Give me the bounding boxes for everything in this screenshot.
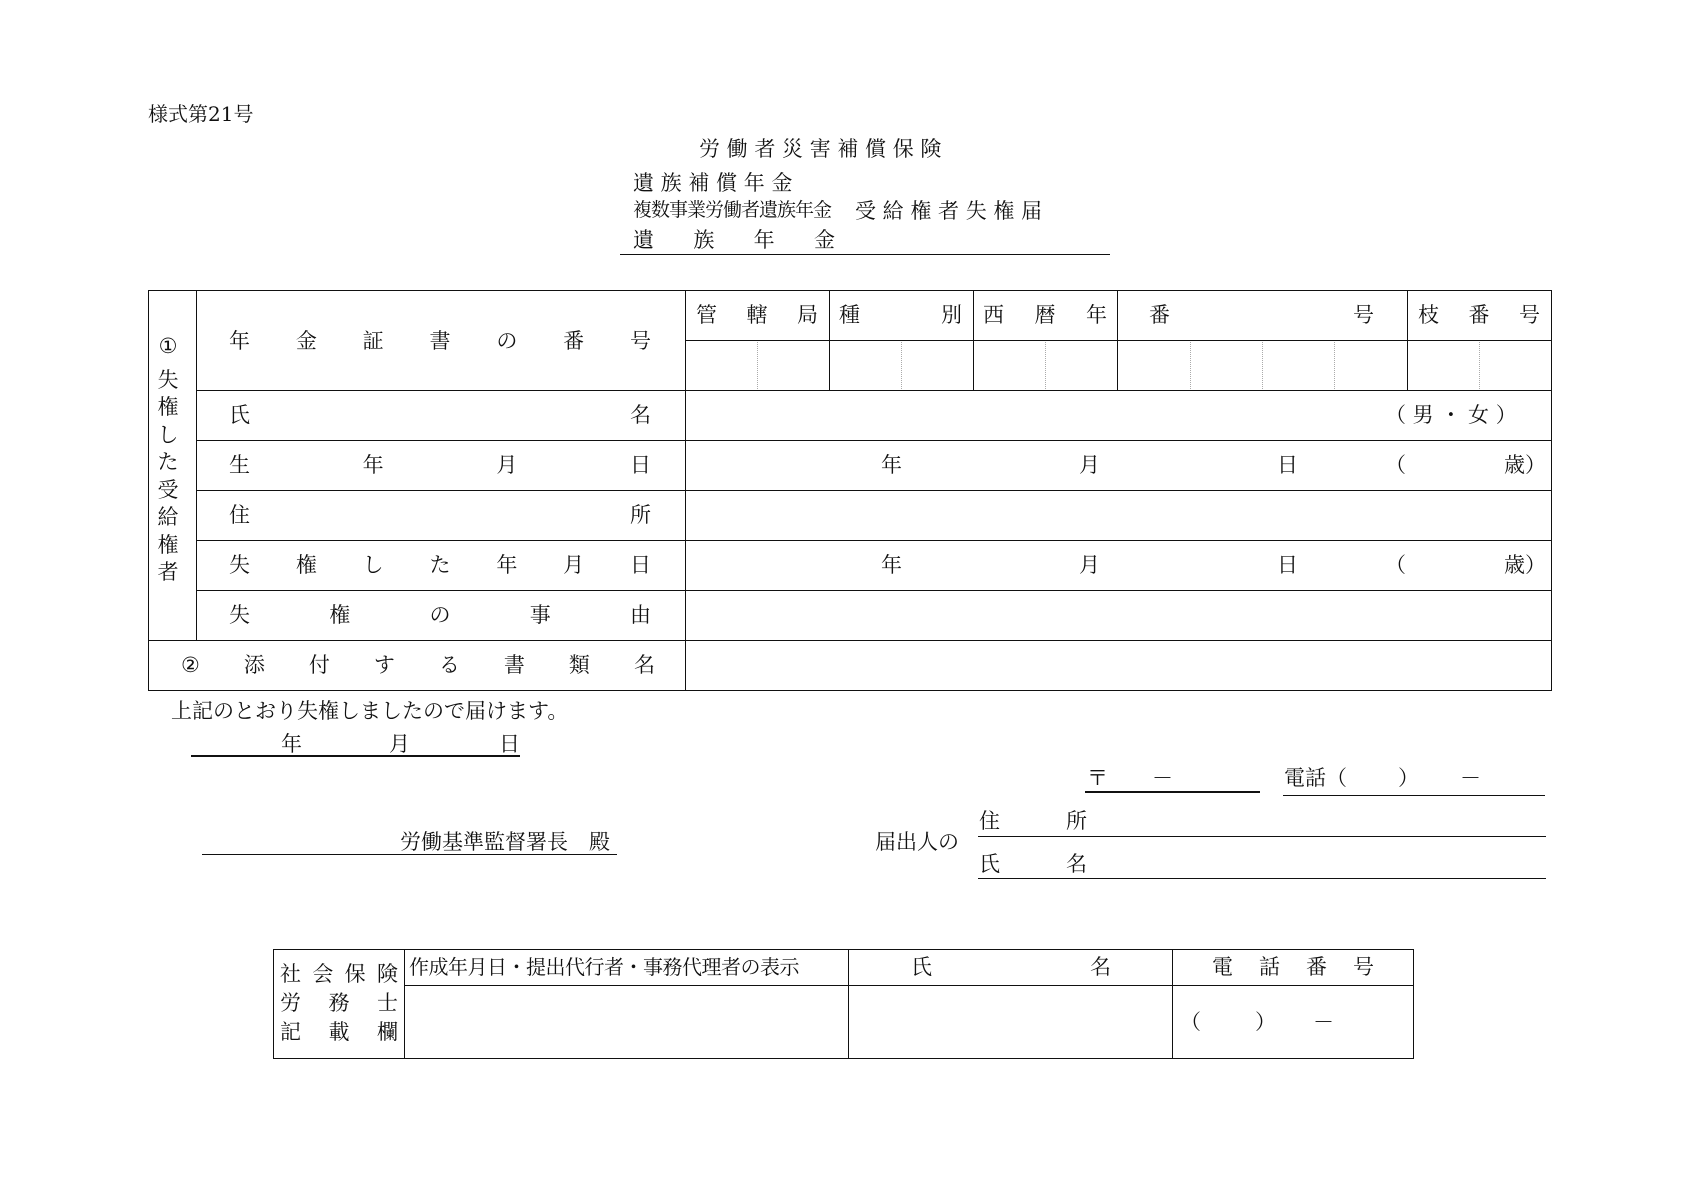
sharoushi-col1-header: 作成年月日・提出代行者・事務代理者の表示: [409, 955, 799, 979]
addressee-underline: [202, 854, 617, 855]
digit-separator: [757, 342, 758, 389]
postal-dash: －: [1152, 766, 1173, 790]
lost-age-unit: 歳）: [1504, 553, 1546, 577]
digit-separator: [1479, 342, 1480, 389]
notifier-name-line: [978, 878, 1546, 879]
postal-underline: [1085, 791, 1260, 793]
side-column-rule: [196, 290, 197, 640]
birth-age-unit: 歳）: [1504, 453, 1546, 477]
row-rule: [196, 490, 1552, 491]
lost-month-unit: 月: [1079, 553, 1100, 577]
row-rule: [196, 440, 1552, 441]
submit-year-unit: 年: [281, 732, 302, 756]
title-line-3b: 受 給 権 者 失 権 届: [855, 199, 1043, 223]
cert-header-bureau: 管 轄 局: [696, 303, 818, 327]
sharoushi-col-rule: [404, 949, 405, 1059]
addressee: 労働基準監督署長 殿: [400, 830, 610, 854]
cert-header-number: 番 号: [1149, 303, 1374, 327]
section1-side-label: ① 失 権 し た 受 給 権 者: [157, 334, 179, 584]
row-rule: [196, 390, 1552, 391]
label-column-rule: [685, 290, 686, 691]
lost-age-open: （: [1385, 553, 1406, 577]
cert-col-rule: [1407, 290, 1408, 390]
sharoushi-phone-dash: －: [1313, 1010, 1334, 1034]
name-label: 氏 名: [229, 403, 651, 427]
cert-col-rule: [973, 290, 974, 390]
sharoushi-phone-open: （: [1180, 1010, 1201, 1034]
sharoushi-col3-header: 電 話 番 号: [1212, 955, 1374, 979]
cert-header-branch: 枝 番 号: [1418, 303, 1540, 327]
cert-col-rule: [829, 290, 830, 390]
submit-day-unit: 日: [499, 732, 520, 756]
title-line-3a: 複数事業労働者遺族年金: [633, 199, 832, 221]
lost-year-unit: 年: [881, 553, 902, 577]
cert-header-type: 種 別: [839, 303, 962, 327]
postal-mark: 〒: [1087, 766, 1108, 790]
phone-underline: [1283, 795, 1545, 796]
birth-day-unit: 日: [1277, 453, 1298, 477]
phone-close: ）: [1398, 766, 1419, 790]
sharoushi-side-line-2: 労 務 士: [280, 991, 398, 1015]
sharoushi-col-rule: [1172, 949, 1173, 1059]
title-line-4: 遺 族 年 金: [633, 228, 835, 252]
digit-separator: [1262, 342, 1263, 389]
birth-year-unit: 年: [881, 453, 902, 477]
digit-separator: [1190, 342, 1191, 389]
gender-choice: （ 男 ・ 女 ）: [1385, 403, 1517, 427]
birth-date-label: 生 年 月 日: [229, 453, 651, 477]
birth-age-open: （: [1385, 453, 1406, 477]
digit-separator: [1334, 342, 1335, 389]
form-number: 様式第21号: [148, 102, 254, 126]
lost-date-label: 失 権 し た 年 月 日: [229, 553, 651, 577]
lost-day-unit: 日: [1277, 553, 1298, 577]
sharoushi-side-line-1: 社 会 保 険: [280, 962, 398, 986]
sharoushi-side-line-3: 記 載 欄: [280, 1020, 398, 1044]
sharoushi-col-rule: [848, 949, 849, 1059]
notifier-name-label: 氏 名: [979, 852, 1087, 876]
cert-header-year: 西 暦 年: [983, 303, 1107, 327]
address-label: 住 所: [229, 503, 651, 527]
phone-label: 電話（: [1284, 766, 1347, 790]
notifier-address-label: 住 所: [979, 809, 1087, 833]
row-rule: [196, 590, 1552, 591]
title-underline: [620, 254, 1110, 255]
declaration-text: 上記のとおり失権しましたので届けます。: [171, 699, 569, 723]
notifier-address-line: [978, 836, 1546, 837]
row-rule: [148, 640, 1552, 641]
sharoushi-phone-close: ）: [1255, 1010, 1276, 1034]
digit-separator: [1045, 342, 1046, 389]
pension-cert-label: 年 金 証 書 の 番 号: [229, 329, 651, 353]
phone-dash: －: [1460, 766, 1481, 790]
row-rule: [685, 340, 1552, 341]
digit-separator: [901, 342, 902, 389]
attachments-label: ② 添 付 す る 書 類 名: [181, 653, 655, 677]
submit-month-unit: 月: [389, 732, 410, 756]
sharoushi-col2-header: 氏 名: [911, 955, 1111, 979]
sharoushi-header-rule: [404, 985, 1414, 986]
title-line-1: 労 働 者 災 害 補 償 保 険: [699, 137, 942, 161]
cert-col-rule: [1117, 290, 1118, 390]
notifier-label: 届出人の: [875, 830, 959, 854]
title-line-2: 遺 族 補 償 年 金: [633, 171, 793, 195]
reason-label: 失 権 の 事 由: [229, 603, 651, 627]
birth-month-unit: 月: [1079, 453, 1100, 477]
row-rule: [196, 540, 1552, 541]
date-underline: [191, 755, 520, 757]
